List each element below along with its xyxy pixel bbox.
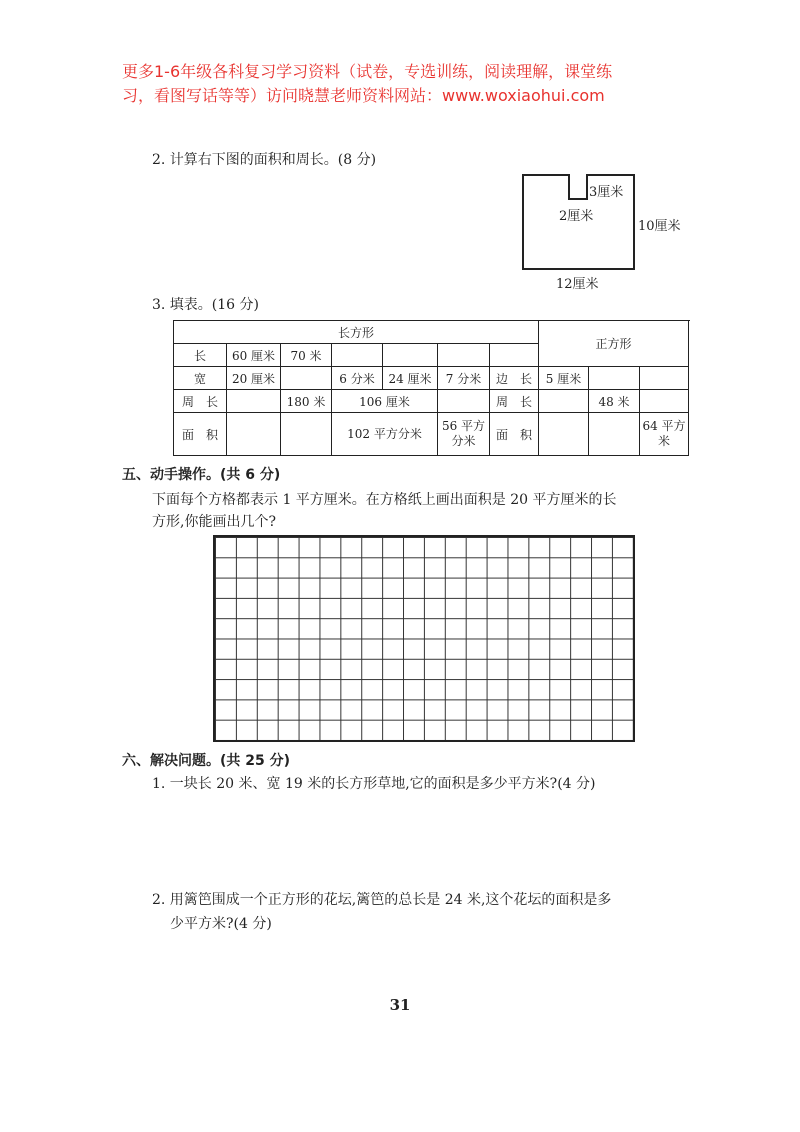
section-6-question-2-line2: 少平方米?(4 分) bbox=[170, 916, 272, 932]
table-cell: 20 厘米 bbox=[227, 367, 281, 390]
fill-in-table bbox=[173, 320, 689, 456]
figure-top-left-edge bbox=[522, 174, 570, 176]
section-6-title: 六、解决问题。(共 25 分) bbox=[122, 753, 291, 769]
table-cell bbox=[227, 413, 281, 456]
section-5-line1: 下面每个方格都表示 1 平方厘米。在方格纸上画出面积是 20 平方厘米的长 bbox=[152, 492, 617, 508]
table-row bbox=[174, 390, 689, 413]
table-cell bbox=[281, 367, 332, 390]
figure-bottom-edge bbox=[522, 268, 635, 270]
table-cell: 6 分米 bbox=[332, 367, 383, 390]
page-number: 31 bbox=[389, 996, 411, 1014]
table-cell bbox=[539, 413, 589, 456]
table-cell: 180 米 bbox=[281, 390, 332, 413]
table-cell: 56 平方分米 bbox=[438, 413, 490, 456]
square-grid-paper[interactable] bbox=[213, 535, 635, 742]
label-10cm: 10厘米 bbox=[638, 219, 681, 234]
square-header: 正方形 bbox=[539, 321, 689, 367]
cell-label-length: 长 bbox=[174, 344, 227, 367]
cell-label-perimeter: 周 长 bbox=[174, 390, 227, 413]
table-cell: 48 米 bbox=[589, 390, 640, 413]
table-cell bbox=[539, 390, 589, 413]
table-cell: 60 厘米 bbox=[227, 344, 281, 367]
answer-space-1[interactable] bbox=[152, 800, 692, 880]
table-cell: 24 厘米 bbox=[383, 367, 438, 390]
table-cell bbox=[589, 367, 640, 390]
notch-left-edge bbox=[568, 174, 570, 200]
question-2-text: 2. 计算右下图的面积和周长。(8 分) bbox=[152, 152, 377, 168]
table-cell bbox=[281, 413, 332, 456]
table-cell bbox=[438, 390, 490, 413]
label-2cm: 2厘米 bbox=[559, 209, 594, 224]
answer-space-2[interactable] bbox=[152, 940, 692, 990]
table-cell bbox=[640, 390, 689, 413]
table-cell bbox=[640, 367, 689, 390]
table-cell: 70 米 bbox=[281, 344, 332, 367]
table-cell: 7 分米 bbox=[438, 367, 490, 390]
table-cell bbox=[332, 344, 383, 367]
notch-bottom-edge bbox=[568, 198, 587, 200]
table-cell: 106 厘米 bbox=[332, 390, 438, 413]
figure-left-edge bbox=[522, 174, 524, 270]
section-6-question-2-line1: 2. 用篱笆围成一个正方形的花坛,篱笆的总长是 24 米,这个花坛的面积是多 bbox=[152, 892, 612, 908]
table-cell bbox=[227, 390, 281, 413]
cell-label-perimeter-sq: 周 长 bbox=[490, 390, 539, 413]
label-3cm: 3厘米 bbox=[589, 185, 624, 200]
promo-banner bbox=[122, 60, 682, 108]
label-12cm: 12厘米 bbox=[556, 277, 599, 292]
table-cell bbox=[438, 344, 490, 367]
promo-banner-line1: 更多1-6年级各科复习学习资料（试卷，专选训练，阅读理解，课堂练 bbox=[122, 62, 613, 81]
cell-label-area-sq: 面 积 bbox=[490, 413, 539, 456]
cell-label-width: 宽 bbox=[174, 367, 227, 390]
promo-banner-line2: 习，看图写话等等）访问晓慧老师资料网站：www.woxiaohui.com bbox=[122, 86, 605, 105]
notch-right-edge bbox=[586, 174, 588, 200]
table-row bbox=[174, 367, 689, 390]
section-6-question-1: 1. 一块长 20 米、宽 19 米的长方形草地,它的面积是多少平方米?(4 分) bbox=[152, 776, 596, 792]
rect-header: 长方形 bbox=[174, 321, 539, 344]
cell-label-area: 面 积 bbox=[174, 413, 227, 456]
question-3-text: 3. 填表。(16 分) bbox=[152, 297, 259, 313]
section-5-title: 五、动手操作。(共 6 分) bbox=[122, 467, 281, 483]
section-5-line2: 方形,你能画出几个? bbox=[152, 514, 276, 530]
table-row bbox=[174, 413, 689, 456]
table-row bbox=[174, 321, 689, 344]
table-cell bbox=[589, 413, 640, 456]
table-cell: 102 平方分米 bbox=[332, 413, 438, 456]
table-cell bbox=[383, 344, 438, 367]
table-cell bbox=[490, 344, 539, 367]
table-cell: 5 厘米 bbox=[539, 367, 589, 390]
figure-top-right-edge bbox=[586, 174, 635, 176]
cell-label-side: 边 长 bbox=[490, 367, 539, 390]
table-cell: 64 平方米 bbox=[640, 413, 689, 456]
figure-right-edge bbox=[633, 174, 635, 270]
